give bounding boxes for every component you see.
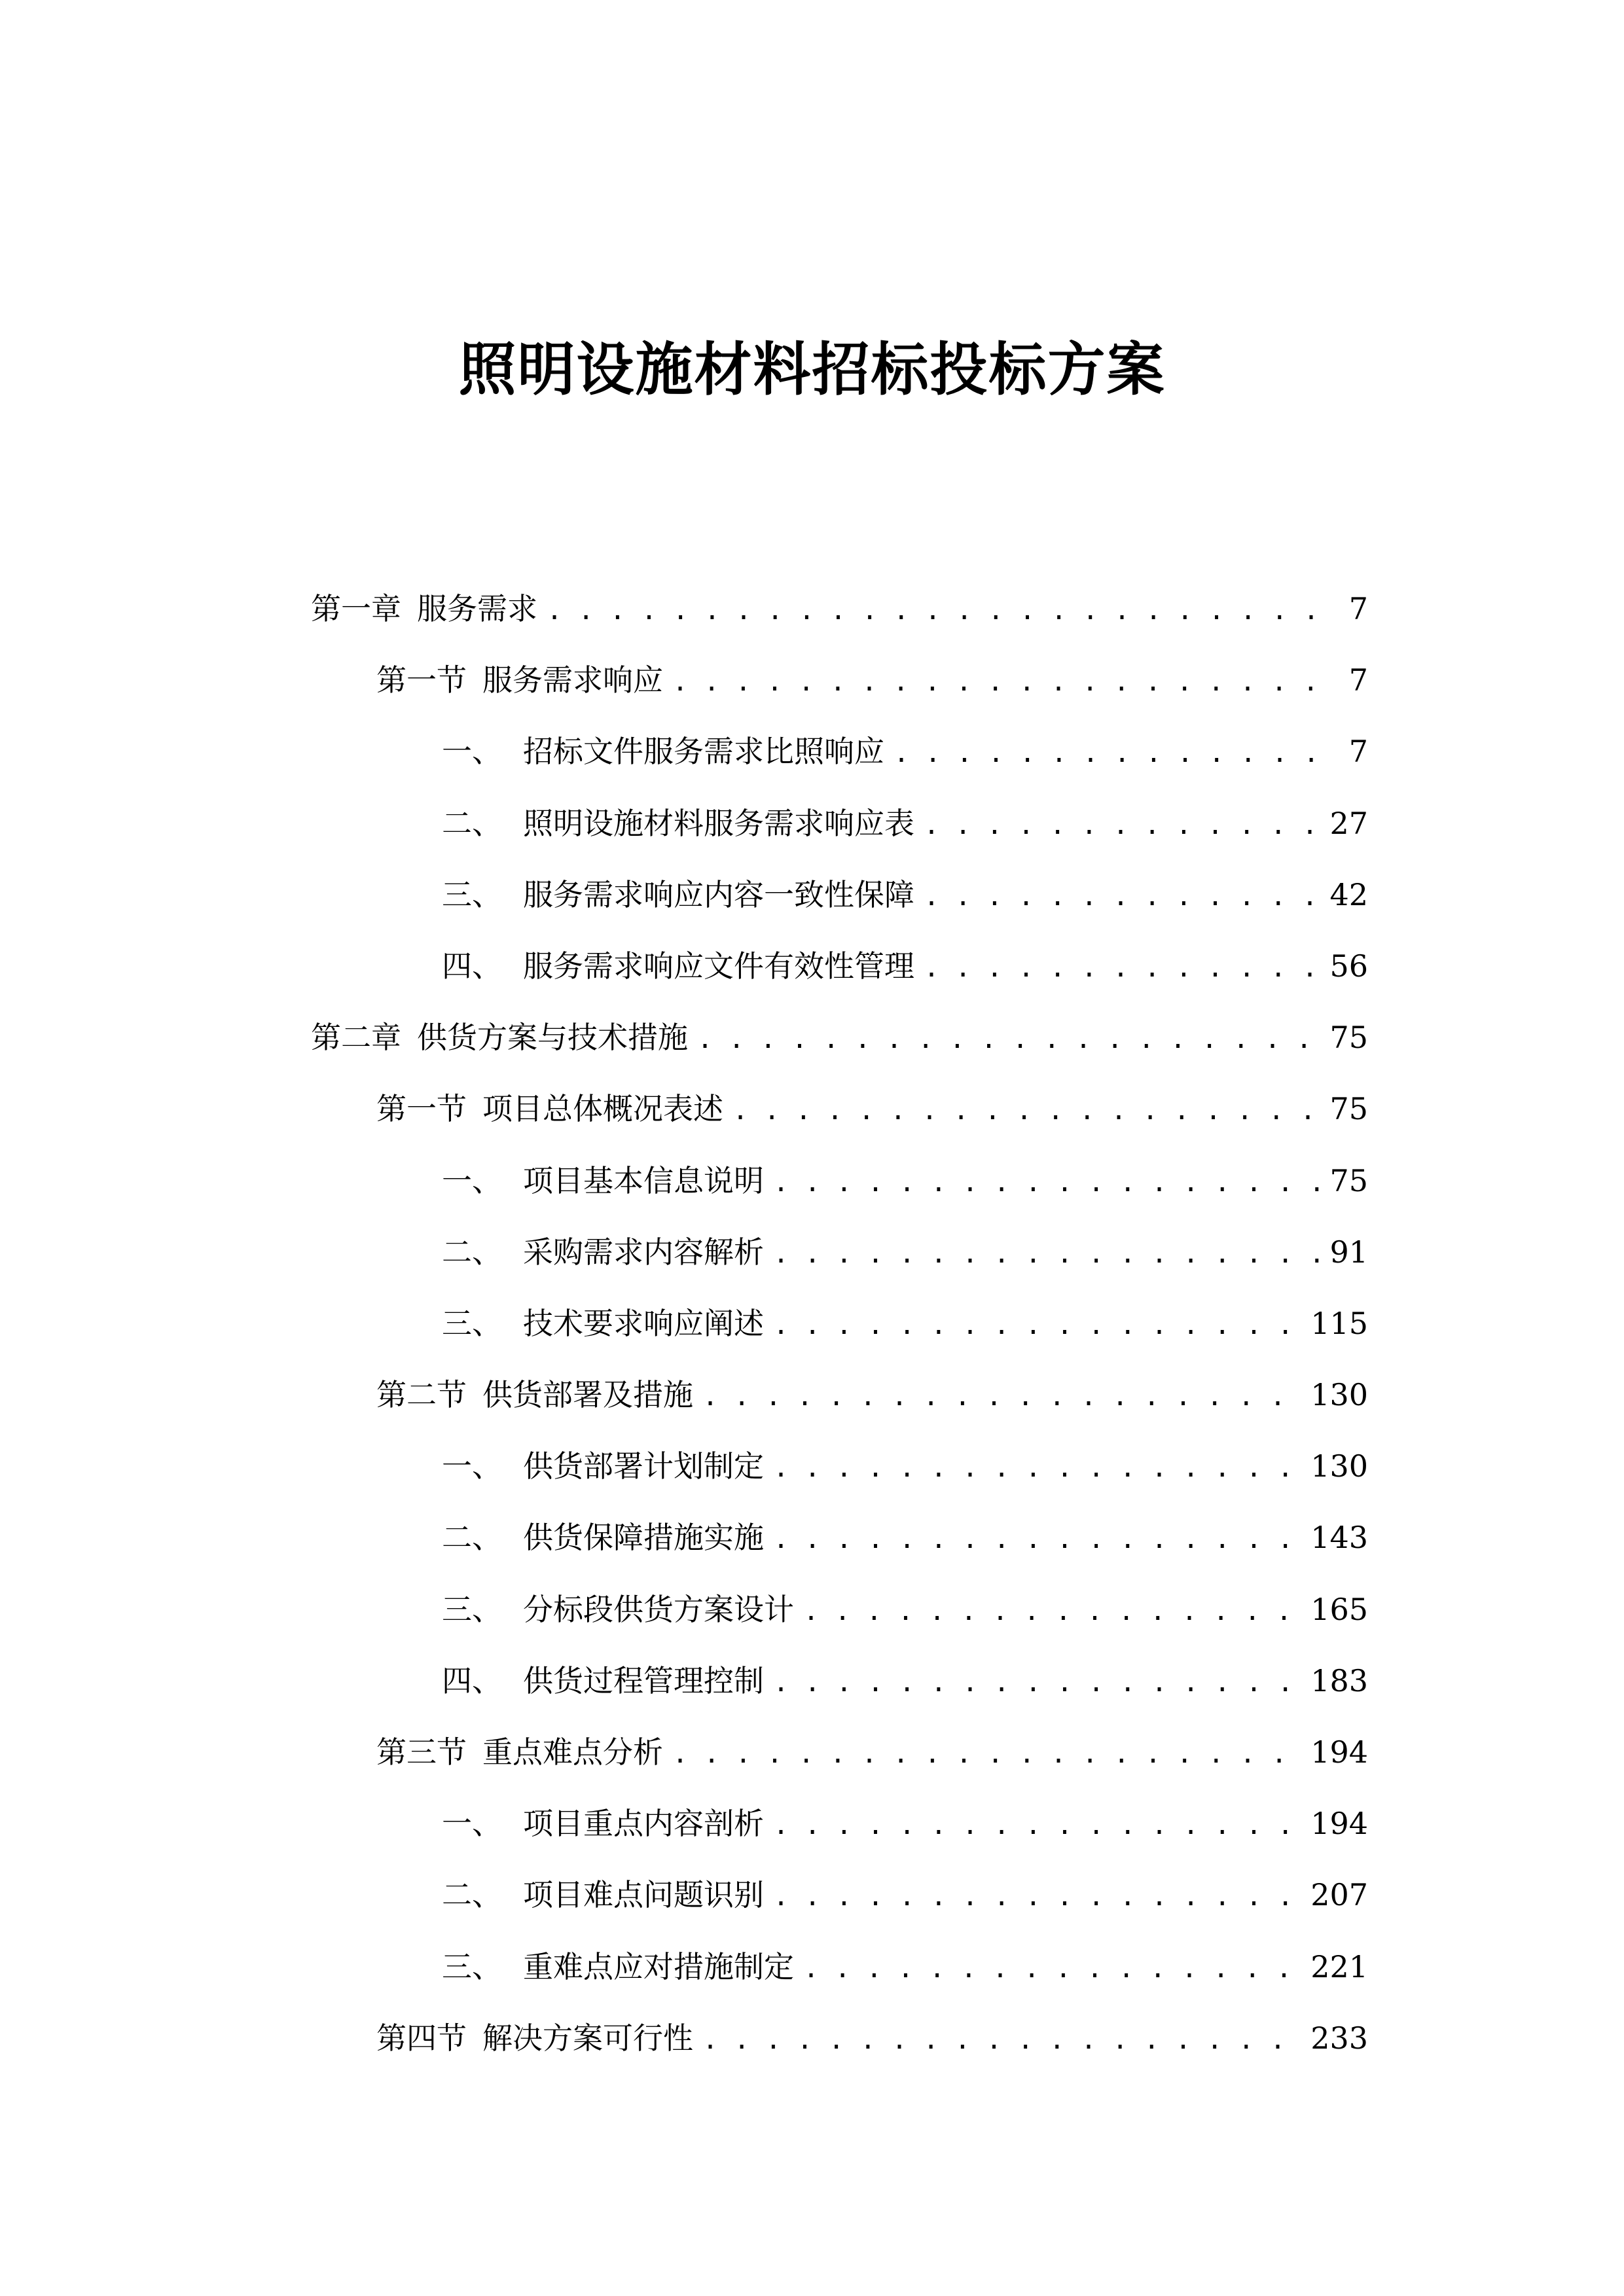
toc-entry-page-number: 194 <box>1310 1806 1368 1842</box>
toc-entry-level-3[interactable] <box>311 1219 1368 1291</box>
toc-entry-page-number: 130 <box>1310 1377 1368 1413</box>
toc-entry-page-number: 7 <box>1348 591 1368 626</box>
toc-entry-label: 招标文件服务需求比照响应 <box>523 734 884 770</box>
toc-entry-label: 项目总体概况表述 <box>482 1091 723 1127</box>
toc-dot-leader <box>773 1864 1303 1929</box>
toc-entry-number: 二、 <box>442 1877 502 1913</box>
document-title: 照明设施材料招标投标方案 <box>458 336 1166 403</box>
toc-entry-page-number: 42 <box>1329 876 1368 912</box>
toc-entry-number: 四、 <box>442 948 502 984</box>
toc-entry-level-3[interactable] <box>311 791 1368 862</box>
toc-entry-number: 三、 <box>442 1591 502 1627</box>
toc-dot-leader <box>773 1293 1303 1358</box>
toc-entry-page-number: 183 <box>1310 1662 1368 1698</box>
toc-entry-number: 三、 <box>442 876 502 912</box>
toc-entry-page-number: 27 <box>1329 805 1368 841</box>
toc-entry-number: 一、 <box>442 1162 502 1198</box>
toc-entry-label: 重难点应对措施制定 <box>523 1948 794 1984</box>
toc-entry-level-1[interactable] <box>311 1005 1368 1076</box>
toc-entry-level-3[interactable] <box>311 1862 1368 1933</box>
toc-entry-level-3[interactable] <box>311 719 1368 790</box>
toc-dot-leader <box>773 1793 1303 1858</box>
toc-entry-label: 分标段供货方案设计 <box>523 1591 794 1627</box>
toc-dot-leader <box>697 1007 1322 1072</box>
toc-entry-number: 三、 <box>442 1305 502 1341</box>
toc-entry-level-3[interactable] <box>311 1148 1368 1219</box>
toc-entry-number: 二、 <box>442 805 502 841</box>
toc-dot-leader <box>803 1579 1303 1644</box>
toc-entry-label: 采购需求内容解析 <box>523 1234 764 1270</box>
toc-entry-level-2[interactable] <box>311 1076 1368 1147</box>
toc-entry-number: 第一章 <box>311 591 401 626</box>
toc-dot-leader <box>672 649 1341 715</box>
toc-entry-level-3[interactable] <box>311 1648 1368 1719</box>
toc-entry-number: 第一节 <box>376 662 467 698</box>
toc-dot-leader <box>924 793 1322 858</box>
toc-dot-leader <box>893 721 1341 786</box>
toc-entry-label: 项目重点内容剖析 <box>523 1806 764 1842</box>
toc-entry-label: 项目难点问题识别 <box>523 1877 764 1913</box>
toc-entry-label: 供货部署计划制定 <box>523 1448 764 1484</box>
toc-entry-label: 服务需求响应 <box>482 662 663 698</box>
toc-dot-leader <box>702 1364 1303 1429</box>
toc-entry-label: 照明设施材料服务需求响应表 <box>523 805 914 841</box>
toc-dot-leader <box>773 1150 1322 1215</box>
toc-entry-number: 四、 <box>442 1662 502 1698</box>
toc-entry-number: 三、 <box>442 1948 502 1984</box>
toc-entry-number: 一、 <box>442 1806 502 1842</box>
toc-entry-level-3[interactable] <box>311 933 1368 1005</box>
toc-entry-number: 二、 <box>442 1520 502 1556</box>
toc-entry-level-2[interactable] <box>311 647 1368 719</box>
toc-entry-page-number: 56 <box>1329 948 1368 984</box>
toc-entry-label: 供货部署及措施 <box>482 1377 693 1413</box>
toc-dot-leader <box>773 1650 1303 1715</box>
toc-entry-number: 第二节 <box>376 1377 467 1413</box>
toc-entry-number: 第一节 <box>376 1091 467 1127</box>
toc-entry-level-3[interactable] <box>311 1791 1368 1862</box>
toc-dot-leader <box>773 1435 1303 1501</box>
toc-entry-level-3[interactable] <box>311 862 1368 933</box>
toc-entry-label: 供货方案与技术措施 <box>417 1020 688 1056</box>
toc-entry-page-number: 75 <box>1329 1020 1368 1056</box>
toc-dot-leader <box>773 1507 1303 1572</box>
toc-entry-level-3[interactable] <box>311 1433 1368 1505</box>
toc-entry-level-3[interactable] <box>311 1291 1368 1362</box>
toc-entry-label: 服务需求响应内容一致性保障 <box>523 876 914 912</box>
toc-entry-page-number: 221 <box>1310 1948 1368 1984</box>
toc-entry-level-3[interactable] <box>311 1934 1368 2005</box>
toc-dot-leader <box>702 2007 1303 2073</box>
toc-entry-label: 服务需求 <box>417 591 537 626</box>
toc-entry-page-number: 233 <box>1310 2020 1368 2056</box>
toc-entry-page-number: 115 <box>1310 1305 1368 1341</box>
toc-entry-label: 供货保障措施实施 <box>523 1520 764 1556</box>
toc-entry-label: 供货过程管理控制 <box>523 1662 764 1698</box>
toc-entry-page-number: 75 <box>1329 1162 1368 1198</box>
toc-entry-label: 服务需求响应文件有效性管理 <box>523 948 914 984</box>
toc-dot-leader <box>547 578 1341 643</box>
toc-entry-number: 第二章 <box>311 1020 401 1056</box>
toc-entry-page-number: 143 <box>1310 1520 1368 1556</box>
toc-dot-leader <box>924 935 1322 1001</box>
toc-entry-label: 项目基本信息说明 <box>523 1162 764 1198</box>
toc-dot-leader <box>803 1936 1303 2001</box>
toc-entry-number: 二、 <box>442 1234 502 1270</box>
toc-dot-leader <box>924 864 1322 929</box>
toc-entry-level-1[interactable] <box>311 576 1368 647</box>
toc-entry-number: 第四节 <box>376 2020 467 2056</box>
toc-entry-label: 解决方案可行性 <box>482 2020 693 2056</box>
toc-entry-level-3[interactable] <box>311 1505 1368 1576</box>
table-of-contents <box>311 576 1368 2077</box>
toc-entry-label: 重点难点分析 <box>482 1734 663 1770</box>
toc-entry-page-number: 91 <box>1329 1234 1368 1270</box>
toc-entry-level-2[interactable] <box>311 1719 1368 1791</box>
toc-entry-page-number: 75 <box>1329 1091 1368 1127</box>
toc-dot-leader <box>672 1721 1303 1787</box>
toc-entry-page-number: 7 <box>1348 662 1368 698</box>
toc-entry-level-2[interactable] <box>311 2005 1368 2077</box>
toc-entry-label: 技术要求响应阐述 <box>523 1305 764 1341</box>
toc-entry-page-number: 7 <box>1348 734 1368 770</box>
toc-dot-leader <box>732 1078 1322 1143</box>
toc-entry-page-number: 165 <box>1310 1591 1368 1627</box>
toc-entry-number: 一、 <box>442 734 502 770</box>
toc-dot-leader <box>773 1221 1322 1287</box>
toc-entry-number: 第三节 <box>376 1734 467 1770</box>
toc-entry-level-2[interactable] <box>311 1362 1368 1433</box>
toc-entry-number: 一、 <box>442 1448 502 1484</box>
toc-entry-page-number: 130 <box>1310 1448 1368 1484</box>
toc-entry-level-3[interactable] <box>311 1577 1368 1648</box>
toc-entry-page-number: 194 <box>1310 1734 1368 1770</box>
toc-entry-page-number: 207 <box>1310 1877 1368 1913</box>
